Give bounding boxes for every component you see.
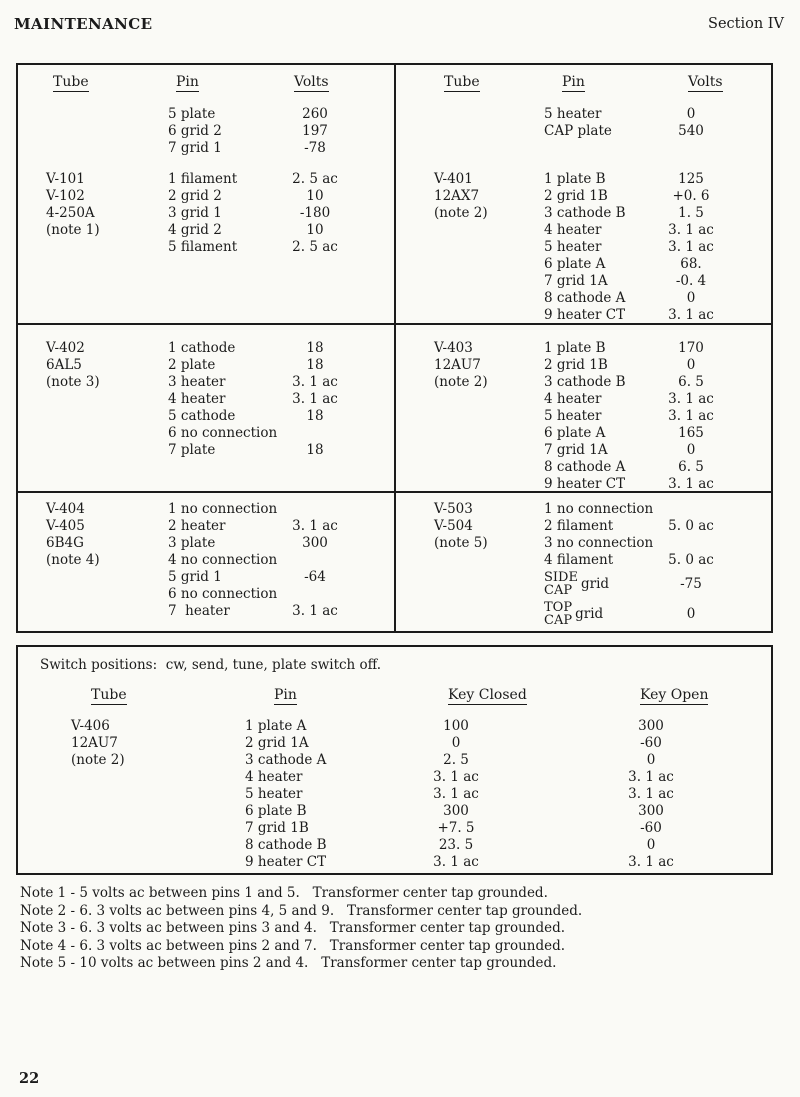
section2-left <box>18 325 394 491</box>
pin-cell: 7 heater <box>168 603 230 619</box>
volts-cell: 3. 1 ac <box>668 222 714 238</box>
pin-cell: 2 grid 1B <box>544 188 608 204</box>
table-row <box>18 603 394 620</box>
table-row <box>18 239 394 256</box>
volts-cell <box>269 552 361 569</box>
tube-cell <box>18 425 168 442</box>
tube-cell: V-403 <box>434 340 473 356</box>
key-closed-cell: 23. 5 <box>438 837 474 853</box>
tube-cell <box>396 408 544 425</box>
page-number: 22 <box>19 1070 40 1087</box>
pin-cell: 5 heater <box>544 408 602 424</box>
row-group <box>18 718 771 871</box>
pin-cell: 7 grid 1A <box>544 442 608 458</box>
row-group <box>18 171 394 256</box>
volts-cell: 260 <box>302 106 328 122</box>
tube-cell <box>18 569 168 586</box>
volts-cell <box>269 586 361 603</box>
pin-cell: 5 grid 1 <box>168 569 222 585</box>
tube-cell: V-405 <box>46 518 85 534</box>
key-open-cell: 0 <box>646 752 656 768</box>
pin-cell <box>544 601 645 628</box>
pin-cell: 9 heater CT <box>544 476 626 492</box>
row-group <box>18 340 394 459</box>
row-group <box>396 340 771 493</box>
volts-cell: -64 <box>304 569 326 585</box>
switch-voltage-table <box>16 645 773 875</box>
page-title: MAINTENANCE <box>14 15 153 33</box>
note-line: Note 5 - 10 volts ac between pins 2 and 4. Transformer center tap grounded. <box>20 955 557 971</box>
section3-right <box>394 493 771 631</box>
tube-cell <box>396 106 544 123</box>
table-row <box>18 518 394 535</box>
col-header-pin: Pin <box>562 74 585 90</box>
volts-cell: 68. <box>680 256 702 272</box>
volts-cell: 3. 1 ac <box>668 239 714 255</box>
table-row <box>18 106 394 123</box>
table-section-2 <box>18 325 771 493</box>
tube-cell: (note 3) <box>46 374 100 390</box>
table-row <box>396 518 771 535</box>
table-row <box>18 123 394 140</box>
pin-cell: 6 no connection <box>168 586 278 602</box>
table-row <box>396 106 771 123</box>
table-row <box>18 442 394 459</box>
volts-cell: 3. 1 ac <box>292 518 338 534</box>
table-row <box>396 205 771 222</box>
pin-cell: 4 heater <box>168 391 226 407</box>
tube-cell <box>396 476 544 493</box>
tube-cell: (note 5) <box>434 535 488 551</box>
pin-cell: 5 plate <box>168 106 216 122</box>
cap-label <box>544 601 572 628</box>
col-header-volts: Volts <box>294 74 329 90</box>
table-row <box>396 273 771 290</box>
tube-cell <box>396 425 544 442</box>
volts-cell: 1. 5 <box>678 205 704 221</box>
volts-cell: 5. 0 ac <box>668 518 714 534</box>
pin-cell: 1 plate B <box>544 171 606 187</box>
section2-right <box>394 325 771 491</box>
table-row <box>18 374 394 391</box>
key-closed-cell: 0 <box>451 735 461 751</box>
table-row <box>396 442 771 459</box>
volts-cell: 197 <box>302 123 328 139</box>
tube-cell <box>18 786 245 803</box>
table-row <box>18 735 771 752</box>
volts-cell: 0 <box>686 357 696 373</box>
volts-cell: -180 <box>299 205 331 221</box>
col-header-key-closed: Key Closed <box>448 687 527 703</box>
tube-cell: 12AU7 <box>71 735 118 751</box>
pin-cell: 1 cathode <box>168 340 236 356</box>
pin-cell: 2 grid 1A <box>245 735 309 751</box>
pin-cell: 5 heater <box>544 239 602 255</box>
row-gap <box>18 157 394 171</box>
table-row <box>18 718 771 735</box>
col-header-pin: Pin <box>176 74 199 90</box>
pin-cell: 3 cathode A <box>245 752 327 768</box>
pin-cell: 2 heater <box>168 518 226 534</box>
volts-cell: 10 <box>306 188 324 204</box>
volts-cell: 3. 1 ac <box>668 307 714 323</box>
tube-cell <box>18 442 168 459</box>
grid-label: grid <box>575 605 604 622</box>
tube-cell: 12AX7 <box>434 188 480 204</box>
tube-cell <box>18 586 168 603</box>
table-row <box>396 408 771 425</box>
cap-row <box>396 599 771 629</box>
table-row <box>18 140 394 157</box>
pin-cell: 8 cathode A <box>544 290 626 306</box>
key-closed-cell: 100 <box>443 718 469 734</box>
volts-cell <box>645 535 737 552</box>
table-row <box>18 769 771 786</box>
key-open-cell: 0 <box>646 837 656 853</box>
pin-cell: 1 plate B <box>544 340 606 356</box>
tube-cell <box>396 459 544 476</box>
table-row <box>18 391 394 408</box>
volts-cell: 165 <box>678 425 704 441</box>
table-row <box>396 476 771 493</box>
tube-cell: 6B4G <box>46 535 84 551</box>
volts-cell: 0 <box>686 106 696 122</box>
volts-cell: 5. 0 ac <box>668 552 714 568</box>
key-closed-cell: 3. 1 ac <box>433 786 479 802</box>
key-open-cell: -60 <box>640 735 662 751</box>
volts-cell: 6. 5 <box>678 374 704 390</box>
tube-cell: (note 4) <box>46 552 100 568</box>
tube-cell <box>18 106 168 123</box>
key-closed-cell: +7. 5 <box>437 820 475 836</box>
col-header-tube: Tube <box>53 74 89 90</box>
volts-cell: 3. 1 ac <box>292 391 338 407</box>
pin-cell: 7 grid 1A <box>544 273 608 289</box>
section3-left <box>18 493 394 631</box>
tube-cell: V-504 <box>434 518 473 534</box>
volts-cell <box>269 425 361 442</box>
key-open-cell: 3. 1 ac <box>628 769 674 785</box>
key-closed-cell: 2. 5 <box>443 752 469 768</box>
volts-cell: -78 <box>304 140 326 156</box>
volts-cell: 18 <box>306 442 324 458</box>
tube-cell <box>18 408 168 425</box>
tube-cell: (note 1) <box>46 222 100 238</box>
tube-cell <box>18 603 168 620</box>
volts-cell: -0. 4 <box>675 273 707 289</box>
tube-cell <box>396 222 544 239</box>
pin-cell: 5 cathode <box>168 408 236 424</box>
volts-cell: 0 <box>686 442 696 458</box>
pin-cell: 2 plate <box>168 357 216 373</box>
tube-cell <box>18 391 168 408</box>
key-open-cell: 300 <box>638 718 664 734</box>
pin-cell: 6 no connection <box>168 425 278 441</box>
col-header-tube: Tube <box>444 74 480 90</box>
table-row <box>18 803 771 820</box>
note-line: Note 2 - 6. 3 volts ac between pins 4, 5 and 9. Transformer center tap grounded. <box>20 902 583 919</box>
volts-cell: 170 <box>678 340 704 356</box>
section1-left <box>18 65 394 323</box>
row-group <box>18 501 394 620</box>
pin-cell: 4 grid 2 <box>168 222 222 238</box>
pin-cell: 1 no connection <box>544 501 654 517</box>
pin-cell: 7 grid 1 <box>168 140 222 156</box>
tube-cell <box>18 837 245 854</box>
volts-cell: 2. 5 ac <box>292 239 338 255</box>
pin-cell: 3 cathode B <box>544 374 626 390</box>
volts-cell <box>269 501 361 518</box>
pin-cell: 3 plate <box>168 535 216 551</box>
table-row <box>18 425 394 442</box>
pin-cell: 3 cathode B <box>544 205 626 221</box>
key-open-cell: 3. 1 ac <box>628 786 674 802</box>
pin-cell: 8 cathode A <box>544 459 626 475</box>
pin-cell: 2 filament <box>544 518 614 534</box>
tube-voltage-table <box>16 63 773 633</box>
pin-cell: 6 plate A <box>544 425 606 441</box>
table-section-3 <box>18 493 771 631</box>
table-row <box>18 340 394 357</box>
pin-cell: 9 heater CT <box>245 854 327 870</box>
tube-cell: 4-250A <box>46 205 95 221</box>
pin-cell: 2 grid 2 <box>168 188 222 204</box>
pin-cell: 5 filament <box>168 239 238 255</box>
row-group <box>396 106 771 140</box>
notes-list <box>20 885 582 973</box>
key-open-cell: 300 <box>638 803 664 819</box>
row-group <box>396 501 771 569</box>
cap-row <box>396 569 771 599</box>
key-open-cell: 3. 1 ac <box>628 854 674 870</box>
section1-right <box>394 65 771 323</box>
table-row <box>18 820 771 837</box>
table-row <box>396 357 771 374</box>
tube-cell: V-406 <box>71 718 110 734</box>
table-row <box>18 171 394 188</box>
table-row <box>396 501 771 518</box>
table-row <box>396 171 771 188</box>
table-row <box>18 535 394 552</box>
note-line: Note 4 - 6. 3 volts ac between pins 2 and 7. Transformer center tap grounded. <box>20 937 566 954</box>
pin-cell: 3 heater <box>168 374 226 390</box>
tube-cell: V-503 <box>434 501 473 517</box>
volts-cell: 300 <box>302 535 328 551</box>
pin-cell: 1 filament <box>168 171 238 187</box>
pin-cell: 7 grid 1B <box>245 820 309 836</box>
pin-cell: 5 heater <box>544 106 602 122</box>
row-group <box>396 171 771 324</box>
table-row <box>18 408 394 425</box>
pin-cell: 4 heater <box>245 769 303 785</box>
tube-cell: (note 2) <box>434 374 488 390</box>
volts-cell: 10 <box>306 222 324 238</box>
tube-cell <box>396 290 544 307</box>
key-closed-cell: 300 <box>443 803 469 819</box>
table-row <box>18 205 394 222</box>
table-row <box>396 307 771 324</box>
table-row <box>18 786 771 803</box>
table-row <box>18 222 394 239</box>
tube-cell <box>396 307 544 324</box>
cap-row-group <box>396 569 771 629</box>
table-row <box>18 586 394 603</box>
volts-cell: 3. 1 ac <box>292 374 338 390</box>
table-row <box>396 552 771 569</box>
volts-cell: 3. 1 ac <box>668 391 714 407</box>
tube-cell: V-404 <box>46 501 85 517</box>
tube-cell <box>396 123 544 140</box>
switch-positions-caption: Switch positions: cw, send, tune, plate switch off. <box>40 657 382 673</box>
tube-cell: V-102 <box>46 188 85 204</box>
cap-line2: CAP <box>544 613 573 628</box>
key-closed-cell: 3. 1 ac <box>433 769 479 785</box>
pin-cell: 3 grid 1 <box>168 205 222 221</box>
col-header-key-open: Key Open <box>640 687 709 703</box>
table-row <box>396 340 771 357</box>
table-row <box>396 222 771 239</box>
volts-cell: 18 <box>306 408 324 424</box>
tube-cell <box>396 239 544 256</box>
switch-table-headers <box>18 687 771 707</box>
volts-cell: 3. 1 ac <box>668 408 714 424</box>
tube-cell <box>18 854 245 871</box>
pin-cell: 6 grid 2 <box>168 123 222 139</box>
tube-cell <box>18 123 168 140</box>
table-row <box>396 374 771 391</box>
volts-cell: 0 <box>686 290 696 306</box>
tube-cell <box>18 803 245 820</box>
volts-cell: 18 <box>306 340 324 356</box>
pin-cell: 1 no connection <box>168 501 278 517</box>
pin-cell: 3 no connection <box>544 535 654 551</box>
pin-cell: 7 plate <box>168 442 216 458</box>
volts-cell: 3. 1 ac <box>292 603 338 619</box>
tube-cell: V-402 <box>46 340 85 356</box>
tube-cell: 12AU7 <box>434 357 481 373</box>
cap-line1: SIDE <box>544 569 578 585</box>
table-row <box>18 188 394 205</box>
tube-cell <box>18 140 168 157</box>
volts-cell: -75 <box>680 576 702 592</box>
tube-cell: (note 2) <box>71 752 125 768</box>
tube-cell <box>396 273 544 290</box>
table-row <box>18 552 394 569</box>
tube-cell: 6AL5 <box>46 357 82 373</box>
note-line: Note 1 - 5 volts ac between pins 1 and 5. Transformer center tap grounded. <box>20 885 548 901</box>
key-open-cell: -60 <box>640 820 662 836</box>
table-row <box>396 123 771 140</box>
pin-cell: 1 plate A <box>245 718 307 734</box>
volts-cell: 18 <box>306 357 324 373</box>
tube-cell <box>396 391 544 408</box>
pin-cell: 5 heater <box>245 786 303 802</box>
pin-cell: 4 heater <box>544 391 602 407</box>
volts-cell: 125 <box>678 171 704 187</box>
tube-cell: V-101 <box>46 171 85 187</box>
pin-cell: 4 heater <box>544 222 602 238</box>
tube-cell <box>18 769 245 786</box>
section-label: Section IV <box>708 16 784 32</box>
pin-cell: 6 plate A <box>544 256 606 272</box>
volts-cell: +0. 6 <box>672 188 710 204</box>
table-row <box>18 357 394 374</box>
cap-label <box>544 571 578 598</box>
pin-cell: 8 cathode B <box>245 837 327 853</box>
note-line: Note 3 - 6. 3 volts ac between pins 3 and 4. Transformer center tap grounded. <box>20 920 566 936</box>
pin-cell: CAP plate <box>544 123 612 139</box>
table-row <box>396 391 771 408</box>
pin-cell <box>544 571 645 598</box>
pin-cell: 2 grid 1B <box>544 357 608 373</box>
volts-cell: 540 <box>678 123 704 139</box>
grid-label: grid <box>580 575 610 592</box>
pin-cell: 6 plate B <box>245 803 307 819</box>
tube-cell <box>396 552 544 569</box>
tube-cell: V-401 <box>434 171 473 187</box>
table-row <box>396 188 771 205</box>
table-row <box>396 459 771 476</box>
tube-cell <box>396 442 544 459</box>
table-row <box>396 239 771 256</box>
key-closed-cell: 3. 1 ac <box>433 854 479 870</box>
table-row <box>396 535 771 552</box>
table-row <box>18 854 771 871</box>
table-row <box>18 501 394 518</box>
pin-cell: 4 filament <box>544 552 614 568</box>
volts-cell: 6. 5 <box>678 459 704 475</box>
table-row <box>396 256 771 273</box>
cap-line1: TOP <box>544 599 573 615</box>
row-group <box>18 106 394 157</box>
col-header-tube: Tube <box>91 687 127 703</box>
tube-cell <box>18 820 245 837</box>
cap-line2: CAP <box>544 583 573 598</box>
tube-cell <box>396 256 544 273</box>
table-row <box>18 837 771 854</box>
table-row <box>396 425 771 442</box>
pin-cell: 9 heater CT <box>544 307 626 323</box>
volts-cell: 0 <box>686 606 696 622</box>
volts-cell <box>645 501 737 518</box>
tube-cell: (note 2) <box>434 205 488 221</box>
pin-cell: 4 no connection <box>168 552 278 568</box>
table-section-1 <box>18 65 771 325</box>
row-gap <box>396 140 771 171</box>
tube-cell <box>18 239 168 256</box>
table-row <box>396 290 771 307</box>
volts-cell: 3. 1 ac <box>668 476 714 492</box>
volts-cell: 2. 5 ac <box>292 171 338 187</box>
table-row <box>18 569 394 586</box>
col-header-volts: Volts <box>688 74 723 90</box>
col-header-pin: Pin <box>274 687 297 703</box>
table-row <box>18 752 771 769</box>
